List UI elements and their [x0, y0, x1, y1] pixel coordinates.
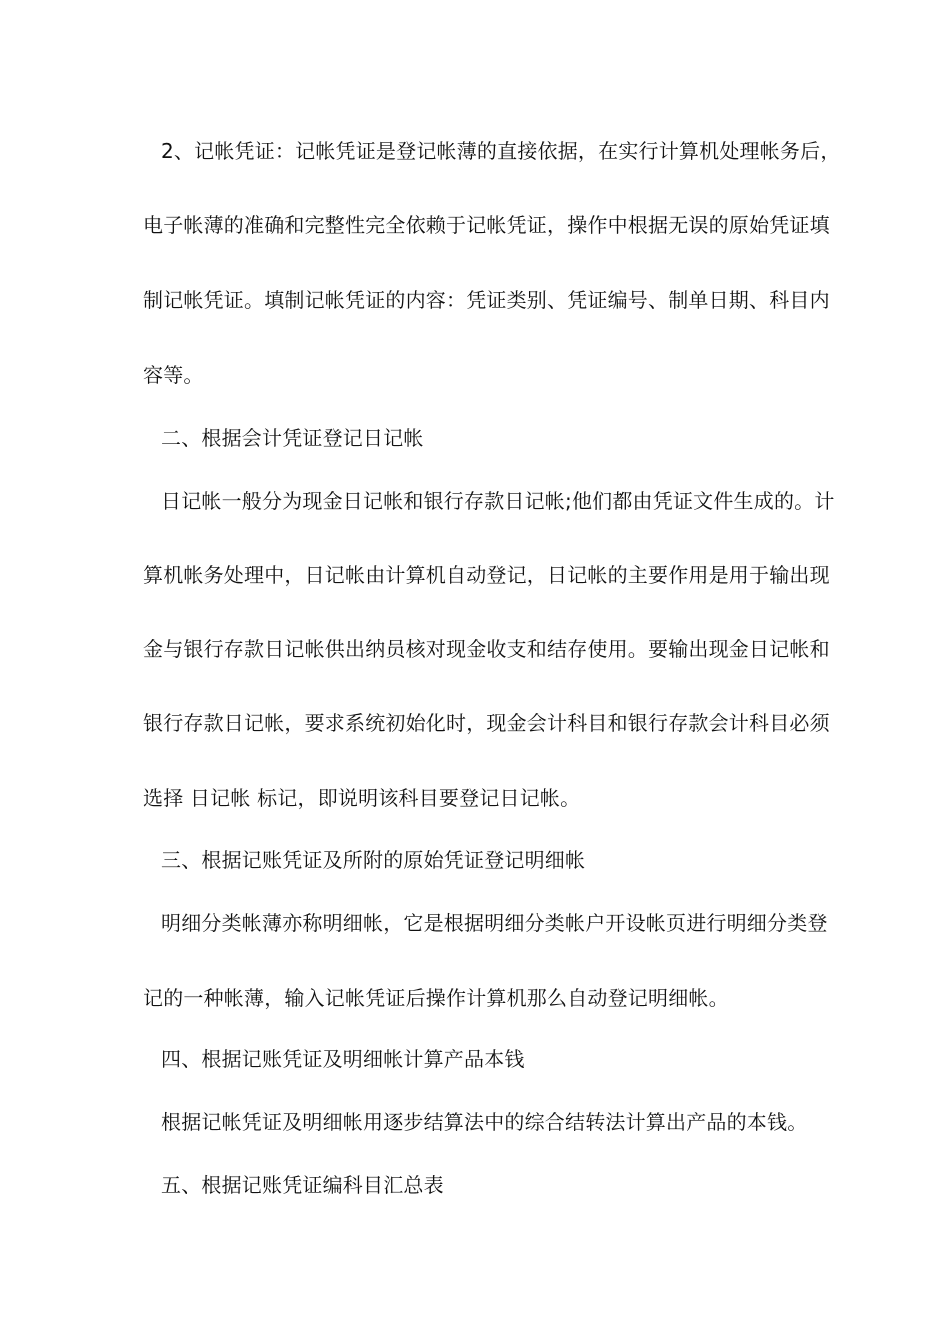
paragraph-line: 记的一种帐薄，输入记帐凭证后操作计算机那么自动登记明细帐。 [143, 986, 729, 1010]
paragraph-line: 银行存款日记帐，要求系统初始化时，现金会计科目和银行存款会计科目必须 [143, 711, 830, 735]
paragraph-line: 2、记帐凭证：记帐凭证是登记帐薄的直接依据，在实行计算机处理帐务后， [161, 139, 841, 163]
section-heading: 二、根据会计凭证登记日记帐 [161, 426, 424, 450]
paragraph-line: 电子帐薄的准确和完整性完全依赖于记帐凭证，操作中根据无误的原始凭证填 [143, 213, 830, 237]
paragraph-line: 明细分类帐薄亦称明细帐，它是根据明细分类帐户开设帐页进行明细分类登 [161, 911, 828, 935]
paragraph-line: 根据记帐凭证及明细帐用逐步结算法中的综合结转法计算出产品的本钱。 [161, 1110, 808, 1134]
paragraph-line: 选择 日记帐 标记，即说明该科目要登记日记帐。 [143, 786, 581, 810]
paragraph-line: 日记帐一般分为现金日记帐和银行存款日记帐;他们都由凭证文件生成的。计 [161, 489, 835, 513]
section-heading: 三、根据记账凭证及所附的原始凭证登记明细帐 [161, 848, 586, 872]
paragraph-line: 金与银行存款日记帐供出纳员核对现金收支和结存使用。要输出现金日记帐和 [143, 637, 830, 661]
section-heading: 四、根据记账凭证及明细帐计算产品本钱 [161, 1047, 525, 1071]
paragraph-line: 制记帐凭证。填制记帐凭证的内容：凭证类别、凭证编号、制单日期、科目内 [143, 288, 830, 312]
paragraph-line: 算机帐务处理中，日记帐由计算机自动登记，日记帐的主要作用是用于输出现 [143, 563, 830, 587]
section-heading: 五、根据记账凭证编科目汇总表 [161, 1173, 444, 1197]
paragraph-line: 容等。 [143, 363, 204, 387]
